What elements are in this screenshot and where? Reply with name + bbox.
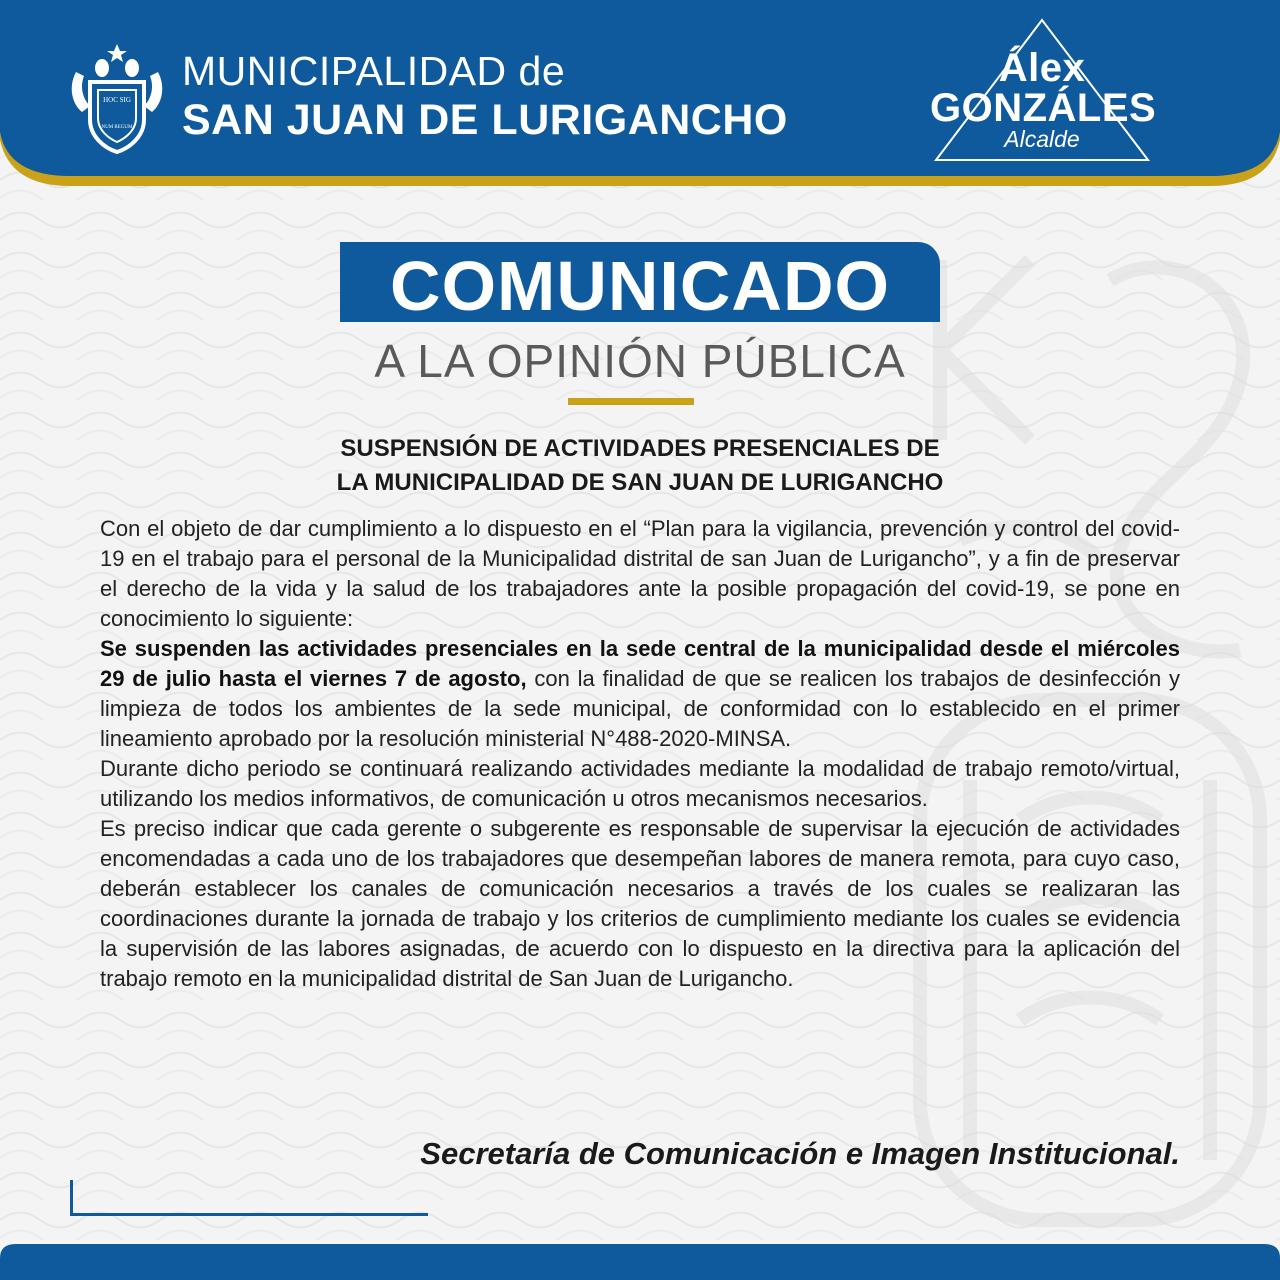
notice-body	[100, 514, 1180, 994]
notice-heading-line1: SUSPENSIÓN DE ACTIVIDADES PRESENCIALES DE	[340, 435, 940, 462]
mayor-first-name: Álex	[998, 46, 1086, 90]
title-banner	[340, 242, 940, 325]
body-paragraph-2-bold: Se suspenden las actividades presenciales en la sede central de la municipalidad desde el miércoles 29 de julio hasta el viernes 7 de agosto,	[100, 636, 1180, 691]
municipality-name-line1: MUNICIPALIDAD de	[182, 48, 566, 94]
municipal-crest-icon	[68, 42, 166, 154]
crest-text-motto: HOC SIG	[103, 96, 131, 104]
crest-text-ik: IK	[111, 72, 123, 82]
corner-accent-horizontal	[70, 1213, 428, 1216]
page-subtitle: A LA OPINIÓN PÚBLICA	[374, 335, 906, 387]
body-paragraph-3: Durante dicho periodo se continuará realizando actividades mediante la modalidad de trabajo remoto/virtual, utilizando los medios informativos, de comunicación u otros mecanismos necesarios.	[100, 756, 1180, 811]
body-paragraph-2-rest: con la finalidad de que se realicen los trabajos de desinfección y limpieza de todos los ambientes de la sede municipal, de conformidad con lo establecido en el primer lineamiento aprobado por la resolución ministerial N°488-2020-MINSA.	[100, 666, 1181, 751]
notice-heading-line2: LA MUNICIPALIDAD DE SAN JUAN DE LURIGANCHO	[336, 469, 944, 496]
mayor-role: Alcalde	[1004, 126, 1080, 152]
body-paragraph-1: Con el objeto de dar cumplimiento a lo dispuesto en el “Plan para la vigilancia, prevención y control del covid-19 en el trabajo para el personal de la Municipalidad distrital de san Juan de Lurigancho”, y a fin de preservar el derecho de la vida y la salud de los trabajadores ante la posible propagación del covid-19, se pone en conocimiento lo siguiente:	[100, 516, 1180, 631]
body-paragraph-4: Es preciso indicar que cada gerente o subgerente es responsable de supervisar la ejecución de actividades encomendadas a cada uno de los trabajadores que desempeñan labores de manera remota, para cuyo caso, deberán establecer los canales de comunicación necesarios a través de los cuales se realizaran las coordinaciones durante la jornada de trabajo y los criterios de cumplimiento mediante los cuales se evidencia la supervisión de las labores asignadas, de acuerdo con lo dispuesto en la directiva para la aplicación del trabajo remoto en la municipalidad distrital de San Juan de Lurigancho.	[100, 816, 1180, 991]
notice-heading	[200, 432, 1080, 500]
gold-divider	[568, 398, 694, 405]
mayor-last-name: GONZÁLES	[930, 86, 1157, 130]
crest-text-motto-2: NUM REGUM	[101, 125, 133, 130]
corner-accent-vertical	[70, 1180, 73, 1216]
signature: Secretaría de Comunicación e Imagen Institucional.	[420, 1136, 1180, 1171]
footer-band	[0, 1244, 1280, 1280]
municipality-name-line2: SAN JUAN DE LURIGANCHO	[182, 96, 788, 144]
page-title: COMUNICADO	[390, 247, 890, 325]
mayor-logo	[930, 18, 1157, 166]
body-paragraph-2	[100, 634, 1180, 754]
